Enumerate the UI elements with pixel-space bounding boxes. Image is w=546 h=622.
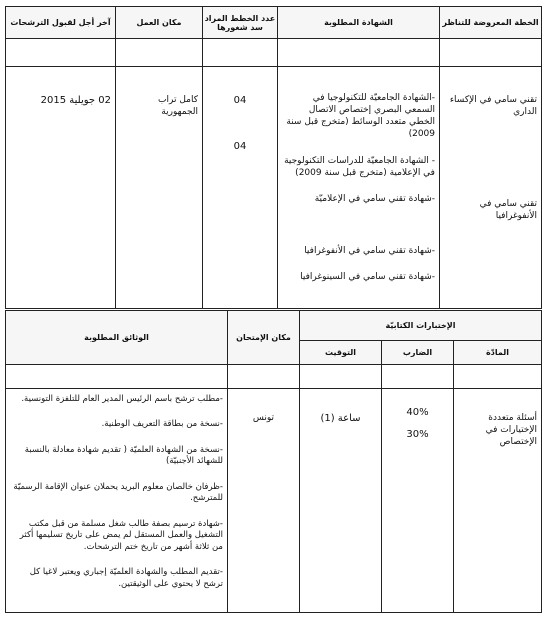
header-deadline: آخر أجل لقبول الترشحات	[6, 7, 116, 39]
plan-cell	[440, 67, 542, 309]
header-subject: المادّة	[454, 341, 542, 365]
document-item: -شهادة ترسيم بصفة طالب شغل مسلمة من قبل مكتب التشغيل والعمل المستقل لم يمض على تاريخ تسليمها أكثر من ثلاثة أشهر من تاريخ ختم الترشحات.	[19, 518, 223, 552]
empty-cell	[454, 365, 542, 389]
header-written-tests: الإختبارات الكتابيّة	[300, 311, 542, 341]
certificate-item: -الشهادة الجامعيّة للتكنولوجيا في السمعي البصري إختصاص الاتصال الخطي متعدد الوسائط (متخرج قبل سنة 2009)	[286, 93, 435, 140]
document-item: -تقديم المطلب والشهادة العلميّة إجباري ويعتبر لاغيا كل ترشح لا يحتوي على الوثيقتين.	[29, 567, 223, 589]
header-plan: الخطة المعروضة للتناظر	[440, 7, 542, 39]
workplace-cell	[116, 67, 203, 309]
certificate-item: -شهادة تقني سامي في الأنفوغرافيا	[304, 245, 435, 256]
plan-item: تقني سامي في الأنفوغرافيا	[479, 199, 537, 222]
document-item: -نسخة من الشهادة العلميّة ( تقديم شهادة معادلة بالنسبة للشهائد الأجنبيّة)	[24, 444, 223, 467]
document-item: -مطلب ترشح باسم الرئيس المدير العام للتلفزة التونسية.	[21, 394, 223, 404]
header-documents: الوثائق المطلوبة	[6, 311, 228, 365]
document-item: -ظرفان خالصان معلوم البريد يحملان عنوان الإقامة الرسميّة للمترشح.	[13, 481, 223, 504]
empty-cell	[6, 365, 228, 389]
empty-cell	[6, 39, 116, 67]
deadline-cell	[6, 67, 116, 309]
positions-table	[5, 6, 542, 309]
header-certificate: الشهادة المطلوبة	[278, 7, 440, 39]
exam-place-value: تونس	[252, 413, 275, 423]
plan-item: تقني سامي في الإكساء الداري	[449, 95, 537, 118]
timing-value: ساعة (1)	[320, 413, 361, 424]
certificate-item: -شهادة تقني سامي في الإعلاميّة	[314, 193, 435, 204]
documents-cell	[6, 389, 228, 613]
certificate-item: - الشهادة الجامعيّة للدراسات التكنولوجية في الإعلامية (متخرج قبل سنة 2009)	[284, 155, 435, 178]
workplace-value: كامل تراب الجمهورية	[158, 95, 198, 118]
coefficient-value: 30%	[406, 428, 429, 440]
certificate-item: -شهادة تقني سامي في السينوغرافيا	[300, 272, 435, 283]
document-item: -نسخة من بطاقة التعريف الوطنية.	[101, 419, 223, 430]
header-exam-place: مكان الإمتحان	[228, 311, 300, 365]
header-coefficient: الضارب	[382, 341, 454, 365]
subject-cell	[454, 389, 542, 613]
empty-cell	[278, 39, 440, 67]
positions-cell	[203, 67, 278, 309]
header-workplace: مكان العمل	[116, 7, 203, 39]
header-timing: التوقيت	[300, 341, 382, 365]
empty-cell	[300, 365, 382, 389]
empty-cell	[382, 365, 454, 389]
subject-value: أسئلة متعددة الإختيارات في الإختصاص	[485, 413, 537, 448]
deadline-value: 02 جويلية 2015	[40, 95, 111, 106]
timing-cell	[300, 389, 382, 613]
empty-cell	[228, 365, 300, 389]
coefficient-cell	[382, 389, 454, 613]
positions-value: 04	[233, 95, 247, 106]
certificate-cell	[278, 67, 440, 309]
empty-cell	[116, 39, 203, 67]
empty-cell	[203, 39, 278, 67]
coefficient-value: 40%	[406, 407, 429, 418]
exam-place-cell	[228, 389, 300, 613]
positions-value: 04	[233, 140, 247, 152]
empty-cell	[440, 39, 542, 67]
header-positions: عدد الخطط المراد سد شغورها	[203, 7, 278, 39]
exam-table	[5, 310, 542, 613]
